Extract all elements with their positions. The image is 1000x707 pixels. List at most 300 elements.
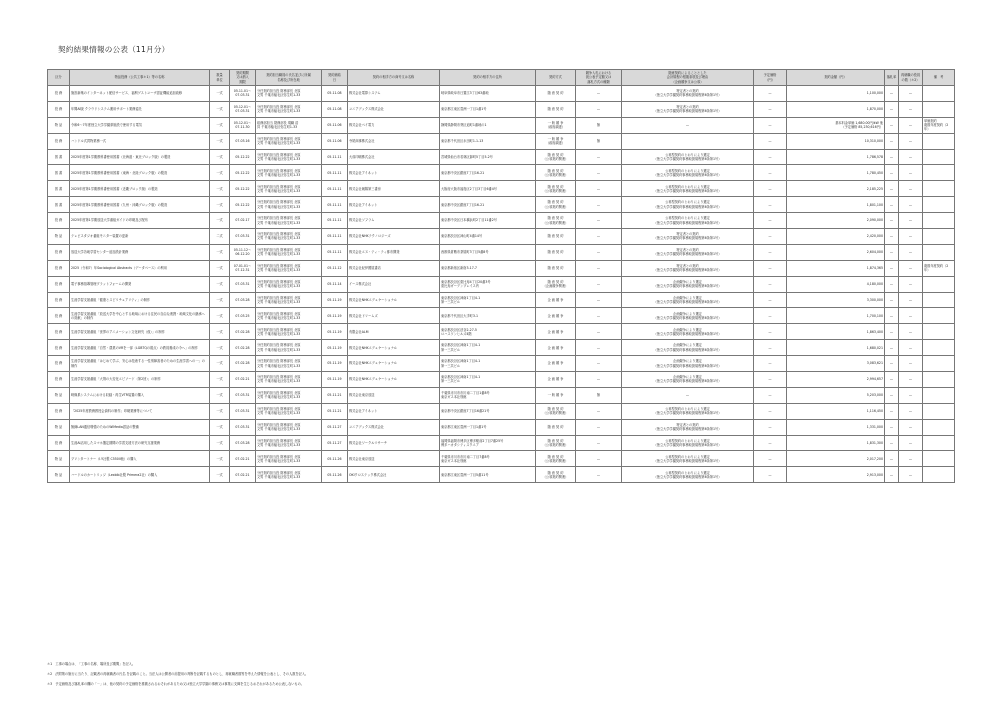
cell-rate: — [885, 308, 899, 324]
cell-officer: 分任契約担当役 財務部長 北原 文男 千葉市稲毛区弥生町1-33 [256, 229, 322, 245]
cell-rate: — [885, 387, 899, 403]
cell-officer: 分任契約担当役 財務部長 北原 文男 千葉市稲毛区弥生町1-33 [256, 292, 322, 308]
table-row [48, 340, 955, 356]
cell-officer: 分任契約担当役 財務部長 北原 文男 千葉市稲毛区弥生町1-33 [256, 197, 322, 213]
cell-bid: — [576, 165, 622, 181]
cell-date: 05.11.14 [322, 276, 348, 292]
cell-qty: 一式 [210, 197, 230, 213]
cell-date: 05.11.12 [322, 260, 348, 276]
cell-amount: 3,300,000 [787, 292, 885, 308]
cell-officer: 分任契約担当役 財務部長 北原 文男 千葉市稲毛区弥生町1-33 [256, 372, 322, 388]
cell-rate: — [885, 133, 899, 149]
cell-qty: 一式 [210, 165, 230, 181]
cell-kubun: 役 務 [48, 213, 70, 229]
cell-period: 05.12.22 [230, 181, 256, 197]
cell-bid: — [576, 86, 622, 102]
cell-rate: — [885, 260, 899, 276]
cell-qty: 一式 [210, 86, 230, 102]
footnote-2: ＊2 法附則の施行に当たり、記載者の再就職者の氏名 を記載のこと。当法人は公開者の前提用の判断を記載するものとし、再就職者数等を考えた情報を公表とし、その人数を記入。 [47, 672, 309, 676]
cell-amount: 2,994,657 [787, 372, 885, 388]
cell-qty: 二式 [210, 229, 230, 245]
cell-kubun: 物 品 [48, 419, 70, 435]
column-header: 競争入札における 仮公表予定額又は 落札方式の種類 [576, 70, 622, 86]
cell-note [923, 181, 955, 197]
cell-rate: — [885, 292, 899, 308]
cell-rate: — [885, 244, 899, 260]
cell-method: 随 意 契 約 （公募契約関連） [536, 181, 576, 197]
cell-est: — [754, 165, 787, 181]
cell-rate: — [885, 403, 899, 419]
cell-rate: — [885, 213, 899, 229]
cell-qty: 一式 [210, 467, 230, 483]
column-header: 備 考 [923, 70, 955, 86]
cell-qty: 一式 [210, 133, 230, 149]
cell-retire: — [899, 260, 923, 276]
cell-qty: 一式 [210, 435, 230, 451]
cell-partner: 株式会社東京放送 [348, 387, 440, 403]
column-header: 落札率 [885, 70, 899, 86]
cell-address: 静岡県静岡市葵区追町1番地の1 [440, 117, 536, 133]
cell-retire: — [899, 308, 923, 324]
cell-partner: イース株式会社 [348, 276, 440, 292]
cell-retire: — [899, 419, 923, 435]
column-header: 物品役務（公共工事＊1）等の名称 [70, 70, 210, 86]
cell-reason: 企画競争により選定 （独立大学学園契約事務取扱規程第6条第1号） [622, 340, 754, 356]
cell-reason: 企画競争により選定 （独立大学学園契約事務取扱規程第6条第1号） [622, 308, 754, 324]
cell-method: 一 般 競 争 （政府調達） [536, 117, 576, 133]
cell-partner: OKIクロステック株式会社 [348, 467, 440, 483]
cell-retire: — [899, 133, 923, 149]
cell-officer: 分任契約担当役 財務部長 北原 文男 千葉市稲毛区弥生町1-33 [256, 133, 322, 149]
cell-note: 単価契約 複数年度契約（2年） [923, 117, 955, 133]
cell-kubun: 図 書 [48, 149, 70, 165]
cell-retire: — [899, 86, 923, 102]
cell-officer: 分任契約担当役 財務部長 北原 文男 千葉市稲毛区弥生町1-33 [256, 244, 322, 260]
cell-name: 施設新築のインターネット配信サービス、福利ゲストユーザ認証機能追加改修 [70, 86, 210, 102]
cell-retire: — [899, 181, 923, 197]
cell-note [923, 403, 955, 419]
table-row [48, 117, 955, 133]
cell-bid: — [576, 467, 622, 483]
cell-date: 05.11.27 [322, 435, 348, 451]
cell-kubun: 役 務 [48, 372, 70, 388]
cell-partner: 株式会社NHKテクノロジーズ [348, 229, 440, 245]
cell-bid: — [576, 149, 622, 165]
table-row [48, 356, 955, 372]
cell-period: 07.03.31 [230, 419, 256, 435]
cell-amount: 1,700,100 [787, 308, 885, 324]
cell-est: — [754, 292, 787, 308]
cell-amount: 2,185,225 [787, 181, 885, 197]
cell-retire: — [899, 372, 923, 388]
cell-method: 随 意 契 約 （公募契約関連） [536, 451, 576, 467]
cell-est: — [754, 181, 787, 197]
cell-date: 05.11.06 [322, 117, 348, 133]
cell-est: — [754, 276, 787, 292]
cell-method: 随 意 契 約 [536, 419, 576, 435]
cell-kubun: 役 務 [48, 308, 70, 324]
cell-bid: — [576, 213, 622, 229]
cell-date: 05.11.11 [322, 181, 348, 197]
cell-rate: — [885, 340, 899, 356]
cell-qty: 一式 [210, 260, 230, 276]
cell-note [923, 244, 955, 260]
cell-qty: 一式 [210, 244, 230, 260]
cell-reason: 企画競争により選定 （独立大学学園契約事務取扱規程第6条第1号） [622, 356, 754, 372]
cell-address: 福岡県福岡市博多区博多駅前2丁目7番25号 博多ハカタシティスクエア [440, 435, 536, 451]
cell-name: 2025（令和7）年Sociological Abstracts（データベース）の利用 [70, 260, 210, 276]
cell-date: 05.11.11 [322, 165, 348, 181]
cell-partner: 株式会社紀伊國屋書店 [348, 260, 440, 276]
cell-bid: — [576, 181, 622, 197]
cell-method: 企 画 競 争 [536, 324, 576, 340]
cell-amount: 5,203,000 [787, 387, 885, 403]
cell-officer: 分任契約担当役 財務部長 北原 文男 千葉市稲毛区弥生町1-33 [256, 308, 322, 324]
cell-date: 05.11.21 [322, 387, 348, 403]
cell-est: — [754, 324, 787, 340]
cell-date: 05.11.19 [322, 324, 348, 340]
cell-note [923, 451, 955, 467]
cell-method: 企 画 競 争 [536, 356, 576, 372]
cell-bid: — [576, 197, 622, 213]
cell-est: — [754, 149, 787, 165]
cell-period: 05.12.22 [230, 197, 256, 213]
cell-period: 07.02.28 [230, 356, 256, 372]
cell-note [923, 372, 955, 388]
cell-method: 随 意 契 約 （公募契約関連） [536, 467, 576, 483]
cell-amount: 2,420,000 [787, 229, 885, 245]
cell-partner: 有限会社ALM [348, 324, 440, 340]
cell-date: 05.11.27 [322, 419, 348, 435]
table-row [48, 419, 955, 435]
table-row [48, 387, 955, 403]
cell-reason: 公募型契約のとおりにより選定 （独立大学学園契約事務取扱規程第6条第1号） [622, 467, 754, 483]
cell-officer: 分任契約担当役 財務部長 北原 文男 千葉市稲毛区弥生町1-33 [256, 213, 322, 229]
cell-officer: 分任契約担当役 財務部長 北原 文男 千葉市稲毛区弥生町1-33 [256, 467, 322, 483]
cell-bid: — [576, 244, 622, 260]
cell-method: 随 意 契 約 （公募契約関連） [536, 403, 576, 419]
cell-amount: 3,083,621 [787, 356, 885, 372]
cell-est: — [754, 435, 787, 451]
cell-date: 05.11.19 [322, 340, 348, 356]
cell-reason: 特定者との契約 （独立大学学園契約事務取扱規程第6条第1号） [622, 229, 754, 245]
cell-address: 東京都新宿区新宿3-17-7 [440, 260, 536, 276]
cell-note [923, 435, 955, 451]
cell-address: 東京都渋谷区恵比寿4丁目20番3号 恵比寿ガーデンプレイス内 [440, 276, 536, 292]
cell-reason [622, 133, 754, 149]
cell-rate: — [885, 451, 899, 467]
cell-address: 東京都渋谷区神南1丁目4-1 第一三共ビル [440, 356, 536, 372]
cell-officer: 分任契約担当役 財務部長 北原 文男 千葉市稲毛区弥生町1-33 [256, 149, 322, 165]
cell-name: 2025年度第1学期教科書使用図書（北海道・東北ブロック版）の製造 [70, 149, 210, 165]
cell-method: 随 意 契 約 （公募契約関連） [536, 197, 576, 213]
table-row [48, 213, 955, 229]
cell-bid: — [576, 435, 622, 451]
cell-period: 07.03.28 [230, 435, 256, 451]
cell-name: 2025年度第1学期放送大学番組ガイドの印刷及び配布 [70, 213, 210, 229]
column-header: 契約の相手方の商号又は名称 [348, 70, 440, 86]
cell-kubun: 役 務 [48, 260, 70, 276]
cell-bid: 無 [576, 117, 622, 133]
cell-est: — [754, 197, 787, 213]
cell-note [923, 133, 955, 149]
cell-date: 05.11.11 [322, 244, 348, 260]
column-header: 随意契約によることとした 会計規程の根拠条項及び理由 （企画競争又は公募） [622, 70, 754, 86]
cell-address: 東京都中央区銀座7丁目16-21 [440, 197, 536, 213]
cell-name: 2025年度第1学期教科書使用図書（東海・北陸ブロック版）の製造 [70, 165, 210, 181]
cell-qty: 一式 [210, 419, 230, 435]
cell-name: 生涯学習支援番組「自然・農業のVRを一部（LGBTQの視点）の教員養成の今へ」の制作 [70, 340, 210, 356]
cell-method: 随 意 契 約 （公募契約関連） [536, 165, 576, 181]
cell-est: — [754, 451, 787, 467]
cell-partner: 株式会社NHKエデュケーショナル [348, 340, 440, 356]
cell-officer: 総務部担当 財務部長 現職 浩 昇 千葉市稲毛区弥生町1-33 [256, 117, 322, 133]
cell-address: 東京都中央区銀座7丁目16番21号 [440, 403, 536, 419]
cell-partner: ユニアデックス株式会社 [348, 419, 440, 435]
cell-name: 「2025年度教務教授会資料の制作」印刷業務等について [70, 403, 210, 419]
cell-qty: 一式 [210, 292, 230, 308]
cell-note [923, 149, 955, 165]
cell-note [923, 101, 955, 117]
cell-kubun: 役 務 [48, 324, 70, 340]
cell-amount: 1,870,000 [787, 101, 885, 117]
table-row [48, 133, 955, 149]
table-row [48, 292, 955, 308]
cell-retire: — [899, 117, 923, 133]
cell-qty: 一式 [210, 324, 230, 340]
cell-bid: — [576, 451, 622, 467]
cell-reason: — [622, 117, 754, 133]
cell-bid: 無 [576, 133, 622, 149]
cell-note [923, 229, 955, 245]
cell-bid: — [576, 229, 622, 245]
cell-note [923, 340, 955, 356]
cell-period: 07.02.28 [230, 324, 256, 340]
cell-name: 映像系システムにおける収録・再生VTR装置の購入 [70, 387, 210, 403]
cell-period: 07.03.25 [230, 308, 256, 324]
column-header: 契約締結 日 [322, 70, 348, 86]
cell-est: — [754, 260, 787, 276]
cell-date: 05.11.26 [322, 451, 348, 467]
cell-name: ハードルのカートリッジ（Lexbib社製 Primera2社）の購入 [70, 467, 210, 483]
cell-amount: 2,913,000 [787, 467, 885, 483]
cell-retire: — [899, 276, 923, 292]
cell-kubun: 役 務 [48, 435, 70, 451]
cell-date: 05.11.08 [322, 101, 348, 117]
column-header: 契約方式 [536, 70, 576, 86]
cell-name: 2025年度第1学期教科書使用図書（九州・沖縄ブロック版）の製造 [70, 197, 210, 213]
cell-amount: 1,331,000 [787, 419, 885, 435]
cell-reason: 公募型契約のとおりにより選定 （独立大学学園契約事務取扱規程第6条第1号） [622, 165, 754, 181]
cell-amount: 4,180,000 [787, 276, 885, 292]
cell-amount: 1,780,450 [787, 165, 885, 181]
cell-officer: 分任契約担当役 財務部長 北原 文男 千葉市稲毛区弥生町1-33 [256, 403, 322, 419]
cell-rate: — [885, 276, 899, 292]
cell-address: 東京都中央区銀座7丁目16-21 [440, 165, 536, 181]
cell-partner: 株式会社エヌ・ティ・ティ都市開発 [348, 244, 440, 260]
cell-qty: 一式 [210, 149, 230, 165]
table-row [48, 165, 955, 181]
cell-name: 令和6〜7年度独立大学学園県施設で使用する電気 [70, 117, 210, 133]
cell-reason: 企画競争により選定 （独立大学学園契約事務取扱規程第6条第1号） [622, 324, 754, 340]
cell-rate: — [885, 435, 899, 451]
cell-rate: — [885, 181, 899, 197]
cell-est: — [754, 133, 787, 149]
column-header: 契約期間 又は納入 期限 [230, 70, 256, 86]
cell-bid: — [576, 276, 622, 292]
cell-partner: 大成印刷株式会社 [348, 149, 440, 165]
cell-period: 07.02.17 [230, 213, 256, 229]
cell-address: 東京都渋谷区神南1丁目4-1 第一三共ビル [440, 292, 536, 308]
cell-reason: 公募型契約のとおりにより選定 （独立大学学園契約事務取扱規程第6条第1号） [622, 181, 754, 197]
cell-retire: — [899, 229, 923, 245]
cell-partner: 株式会社ワークルリサーチ [348, 435, 440, 451]
cell-amount: 1,786,578 [787, 149, 885, 165]
cell-partner: ユニアデックス株式会社 [348, 101, 440, 117]
cell-est: — [754, 372, 787, 388]
cell-kubun: 役 務 [48, 276, 70, 292]
cell-bid: — [576, 324, 622, 340]
cell-retire: — [899, 244, 923, 260]
cell-method: 企 画 競 争 [536, 340, 576, 356]
cell-period: 07.02.21 [230, 451, 256, 467]
cell-date: 05.11.11 [322, 197, 348, 213]
cell-period: 07.03.28 [230, 292, 256, 308]
cell-officer: 分任契約担当役 財務部長 北原 文男 千葉市稲毛区弥生町1-33 [256, 86, 322, 102]
cell-kubun: 図 書 [48, 197, 70, 213]
cell-retire: — [899, 356, 923, 372]
table-row [48, 101, 955, 117]
cell-bid: — [576, 356, 622, 372]
cell-date: 05.11.19 [322, 356, 348, 372]
cell-kubun: 役 務 [48, 86, 70, 102]
cell-officer: 分任契約担当役 財務部長 北原 文男 千葉市稲毛区弥生町1-33 [256, 340, 322, 356]
cell-period: 05.12.22 [230, 149, 256, 165]
cell-note [923, 165, 955, 181]
cell-retire: — [899, 435, 923, 451]
cell-date: 05.11.11 [322, 149, 348, 165]
cell-address: 東京都中央区日本橋浜町2丁目11番2号 [440, 213, 536, 229]
cell-period: 07.01.01〜 07.12.31 [230, 260, 256, 276]
cell-est: — [754, 356, 787, 372]
cell-rate: — [885, 165, 899, 181]
cell-qty: 一式 [210, 181, 230, 197]
cell-period: 07.03.16 [230, 133, 256, 149]
table-row [48, 451, 955, 467]
cell-est: — [754, 86, 787, 102]
cell-retire: — [899, 197, 923, 213]
cell-name: 電子事務指導管理プラットフォームの開発 [70, 276, 210, 292]
cell-amount: 1,863,400 [787, 324, 885, 340]
table-row [48, 244, 955, 260]
cell-officer: 分任契約担当役 財務部長 北原 文男 千葉市稲毛区弥生町1-33 [256, 165, 322, 181]
cell-officer: 分任契約担当役 財務部長 北原 文男 千葉市稲毛区弥生町1-33 [256, 260, 322, 276]
cell-name: 無線LAN通信増強のためのWiMedia認証の整備 [70, 419, 210, 435]
cell-note [923, 419, 955, 435]
cell-address: 千葉県市川市市川南二丁目1番8号 東京ガス本社別館 [440, 387, 536, 403]
cell-date: 05.11.19 [322, 372, 348, 388]
table-row [48, 260, 955, 276]
cell-officer: 分任契約担当役 財務部長 北原 文男 千葉市稲毛区弥生町1-33 [256, 387, 322, 403]
cell-amount: 1,801,100 [787, 197, 885, 213]
cell-partner: 株式会社電算システム [348, 86, 440, 102]
footnote-1: ＊1 工事の場合は、「工事の名称、場所及び期間」を記入。 [47, 662, 136, 666]
cell-retire: — [899, 101, 923, 117]
cell-retire: — [899, 387, 923, 403]
cell-retire: — [899, 149, 923, 165]
cell-address: 西都県倉敷市茶屋町3丁目5番8号 [440, 244, 536, 260]
cell-partner: 株式会社アイネット [348, 197, 440, 213]
cell-rate: — [885, 356, 899, 372]
cell-rate: — [885, 149, 899, 165]
cell-address: 東京都江東区豊洲一丁目1番1号 [440, 419, 536, 435]
cell-date: 05.11.19 [322, 292, 348, 308]
cell-address: 東京都千代田区大手町3-1 [440, 308, 536, 324]
cell-address: 東京都渋谷区神南1丁目4-1 第一三共ビル [440, 372, 536, 388]
cell-reason: 特定者との契約 （独立大学学園契約事務取扱規程第6条第1号） [622, 86, 754, 102]
table-row [48, 308, 955, 324]
cell-kubun: 役 務 [48, 356, 70, 372]
cell-name: 生涯学習支援番組「健康とスピリチュアリティ」の制作 [70, 292, 210, 308]
table-row [48, 467, 955, 483]
cell-officer: 分任契約担当役 財務部長 北原 文男 千葉市稲毛区弥生町1-33 [256, 419, 322, 435]
cell-reason: 公募型契約のとおりにより選定 （独立大学学園契約事務取扱規程第6条第1号） [622, 197, 754, 213]
cell-reason: 企画競争により選定 （独立大学学園契約事務取扱規程第6条第1号） [622, 372, 754, 388]
cell-period: 05.12.01〜 07.11.30 [230, 117, 256, 133]
cell-est: — [754, 340, 787, 356]
cell-address: 宮城県仙台市若林区卸町5丁目5-2号 [440, 149, 536, 165]
cell-period: 05.11.12〜 06.12.20 [230, 244, 256, 260]
cell-date: 05.11.11 [322, 229, 348, 245]
cell-rate: — [885, 101, 899, 117]
cell-partner: 株式会社NHKエデュケーショナル [348, 292, 440, 308]
cell-partner: 株式会社ベイ電力 [348, 117, 440, 133]
cell-amount: 1,874,365 [787, 260, 885, 276]
cell-est: — [754, 308, 787, 324]
cell-method: 企 画 競 争 [536, 292, 576, 308]
table-row [48, 181, 955, 197]
cell-bid: 無 [576, 387, 622, 403]
cell-officer: 分任契約担当役 財務部長 北原 文男 千葉市稲毛区弥生町1-33 [256, 356, 322, 372]
cell-method: 随 意 契 約 [536, 86, 576, 102]
cell-est: — [754, 213, 787, 229]
cell-note [923, 197, 955, 213]
cell-method: 随 意 契 約 [536, 260, 576, 276]
cell-reason: 特定者との契約 （独立大学学園契約事務取扱規程第6条第1号） [622, 419, 754, 435]
cell-partner: 株式会社アイネット [348, 165, 440, 181]
cell-qty: 一式 [210, 403, 230, 419]
column-header: 契約金額（円） [787, 70, 885, 86]
table-row [48, 86, 955, 102]
cell-kubun: 役 務 [48, 403, 70, 419]
cell-est: — [754, 229, 787, 245]
cell-bid: — [576, 340, 622, 356]
cell-method: 随 意 契 約 [536, 101, 576, 117]
footnotes [47, 662, 947, 692]
table-row [48, 197, 955, 213]
cell-amount: 1,831,300 [787, 435, 885, 451]
cell-est: — [754, 403, 787, 419]
cell-qty: 一式 [210, 308, 230, 324]
cell-name: 放送大学各地学習センター追加設計業務 [70, 244, 210, 260]
cell-retire: — [899, 324, 923, 340]
cell-rate: — [885, 467, 899, 483]
cell-method: 一 般 競 争 （政府調達） [536, 133, 576, 149]
cell-method: 随 意 契 約 （公募契約関連） [536, 149, 576, 165]
cell-est: — [754, 117, 787, 133]
cell-qty: 一式 [210, 372, 230, 388]
cell-amount: 2,017,200 [787, 451, 885, 467]
